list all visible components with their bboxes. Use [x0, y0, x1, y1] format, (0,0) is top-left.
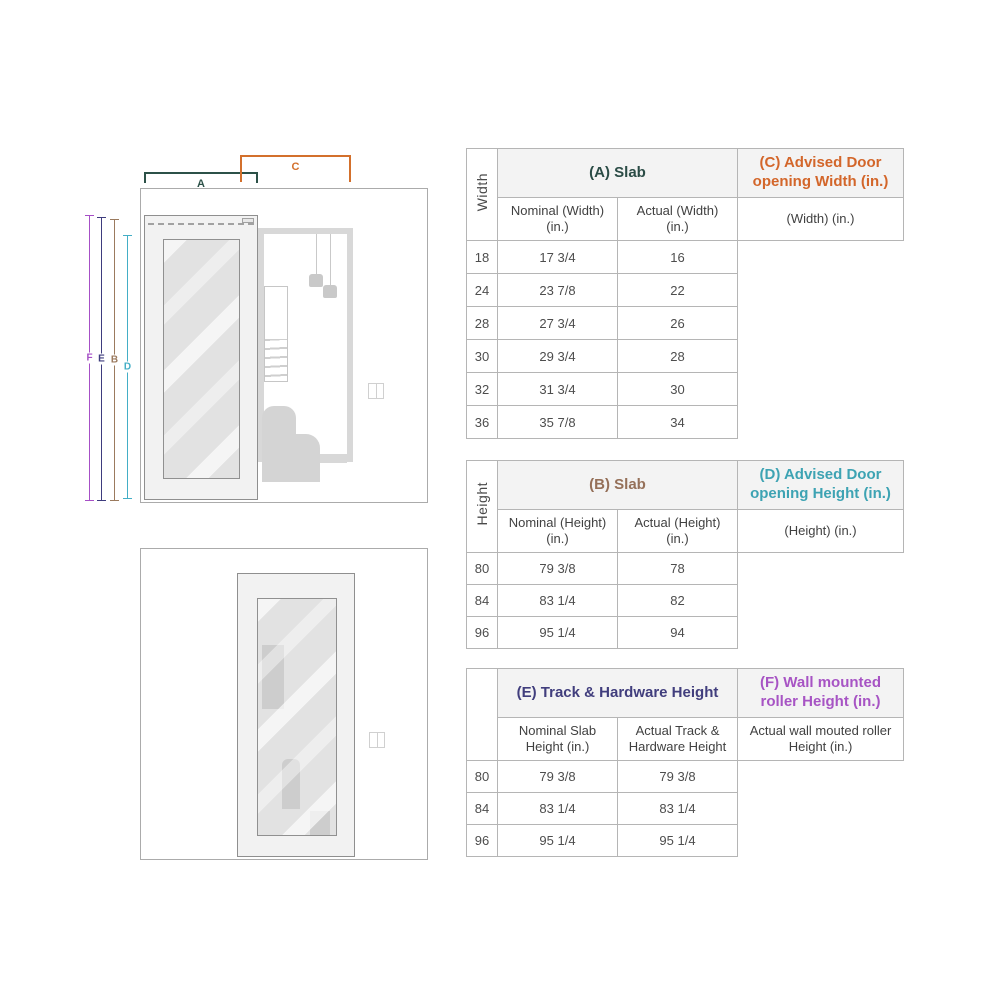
couch-arm — [294, 434, 320, 482]
dimension-bracket-c — [240, 155, 351, 182]
table-cell: 28 — [618, 340, 738, 373]
bed-headboard — [264, 286, 288, 382]
column-header: Actual (Height) (in.) — [618, 510, 738, 553]
table-cell: 30 — [467, 340, 498, 373]
table-cell: 34 — [618, 406, 738, 439]
roller-hardware-icon — [242, 218, 254, 223]
dimension-table — [466, 460, 904, 649]
table-cell: 26 — [618, 307, 738, 340]
glass-reflection — [258, 599, 336, 835]
table-group-header: (A) Slab — [498, 149, 738, 198]
table-cell: 95 1/4 — [618, 825, 738, 857]
column-header: Nominal Slab Height (in.) — [498, 718, 618, 761]
table-cell: 79 3/8 — [498, 761, 618, 793]
table-cell: 24 — [467, 274, 498, 307]
table-cell: 22 — [618, 274, 738, 307]
pendant-lamp-icon — [309, 274, 323, 287]
table-cell: 95 1/4 — [498, 825, 618, 857]
door-glass-panel — [163, 239, 240, 479]
table-row — [467, 373, 904, 406]
spec-table — [466, 148, 904, 439]
table-row — [467, 241, 904, 274]
table-side-cell — [467, 149, 498, 241]
table-row — [467, 274, 904, 307]
door-glass-panel — [257, 598, 337, 836]
sliding-door-slab — [144, 215, 258, 500]
dimension-line-b — [110, 219, 119, 501]
table-cell: 32 — [467, 373, 498, 406]
dimension-label-c: C — [291, 161, 300, 173]
table-cell: 31 3/4 — [498, 373, 618, 406]
table-cell: 83 1/4 — [498, 793, 618, 825]
dimension-label-a: A — [197, 178, 205, 190]
table-cell: 28 — [467, 307, 498, 340]
column-header: (Width) (in.) — [738, 198, 904, 241]
table-cell: 83 1/4 — [618, 793, 738, 825]
dimension-line-f — [85, 215, 94, 501]
table-cell: 83 1/4 — [498, 585, 618, 617]
couch-back — [262, 406, 296, 482]
table-cell: 23 7/8 — [498, 274, 618, 307]
table-cell: 95 1/4 — [498, 617, 618, 649]
dimension-label-b: B — [110, 354, 119, 366]
table-side-cell — [467, 669, 498, 761]
table-row — [467, 617, 904, 649]
table-cell: 18 — [467, 241, 498, 274]
table-cell: 16 — [618, 241, 738, 274]
dimension-table — [466, 668, 904, 857]
column-header: Actual wall mouted roller Height (in.) — [738, 718, 904, 761]
track-hardware-dashes — [148, 223, 254, 225]
table-row — [467, 585, 904, 617]
spec-table — [466, 668, 904, 857]
column-header: (Height) (in.) — [738, 510, 904, 553]
pendant-lamp-icon — [323, 285, 337, 298]
table-group-header: (F) Wall mounted roller Height (in.) — [738, 669, 904, 718]
dimension-label-d: D — [123, 361, 132, 373]
dimension-table — [466, 148, 904, 439]
table-cell: 27 3/4 — [498, 307, 618, 340]
table-row — [467, 406, 904, 439]
table-cell: 78 — [618, 553, 738, 585]
table-cell: 80 — [467, 761, 498, 793]
table-cell: 96 — [467, 825, 498, 857]
table-cell: 84 — [467, 793, 498, 825]
table-side-label: Height — [474, 482, 490, 526]
light-switch-icon — [369, 732, 385, 748]
table-cell: 36 — [467, 406, 498, 439]
dimension-label-e: E — [98, 353, 105, 365]
table-group-header: (E) Track & Hardware Height — [498, 669, 738, 718]
bed-blanket-lines — [265, 339, 287, 381]
column-header: Actual Track & Hardware Height — [618, 718, 738, 761]
spec-table — [466, 460, 904, 649]
table-group-header: (D) Advised Door opening Height (in.) — [738, 461, 904, 510]
table-cell: 17 3/4 — [498, 241, 618, 274]
table-cell: 35 7/8 — [498, 406, 618, 439]
pendant-cord — [330, 234, 331, 287]
table-cell: 80 — [467, 553, 498, 585]
table-cell: 79 3/8 — [498, 553, 618, 585]
table-cell: 94 — [618, 617, 738, 649]
table-row — [467, 340, 904, 373]
sliding-door-closed — [237, 573, 355, 857]
table-cell: 29 3/4 — [498, 340, 618, 373]
table-group-header: (B) Slab — [498, 461, 738, 510]
light-switch-icon — [368, 383, 384, 399]
dimension-line-d — [123, 235, 132, 499]
table-cell: 96 — [467, 617, 498, 649]
glass-reflection — [164, 240, 239, 478]
table-row — [467, 793, 904, 825]
dimension-label-f: F — [86, 352, 93, 364]
table-cell: 82 — [618, 585, 738, 617]
table-side-label: Width — [474, 172, 490, 212]
table-row — [467, 307, 904, 340]
pendant-cord — [316, 234, 317, 276]
table-cell: 84 — [467, 585, 498, 617]
table-row — [467, 825, 904, 857]
column-header: Actual (Width) (in.) — [618, 198, 738, 241]
table-cell: 79 3/8 — [618, 761, 738, 793]
column-header: Nominal (Width) (in.) — [498, 198, 618, 241]
column-header: Nominal (Height) (in.) — [498, 510, 618, 553]
table-group-header: (C) Advised Door opening Width (in.) — [738, 149, 904, 198]
table-row — [467, 553, 904, 585]
dimension-line-e — [97, 217, 106, 501]
table-row — [467, 761, 904, 793]
table-cell: 30 — [618, 373, 738, 406]
table-side-cell — [467, 461, 498, 553]
